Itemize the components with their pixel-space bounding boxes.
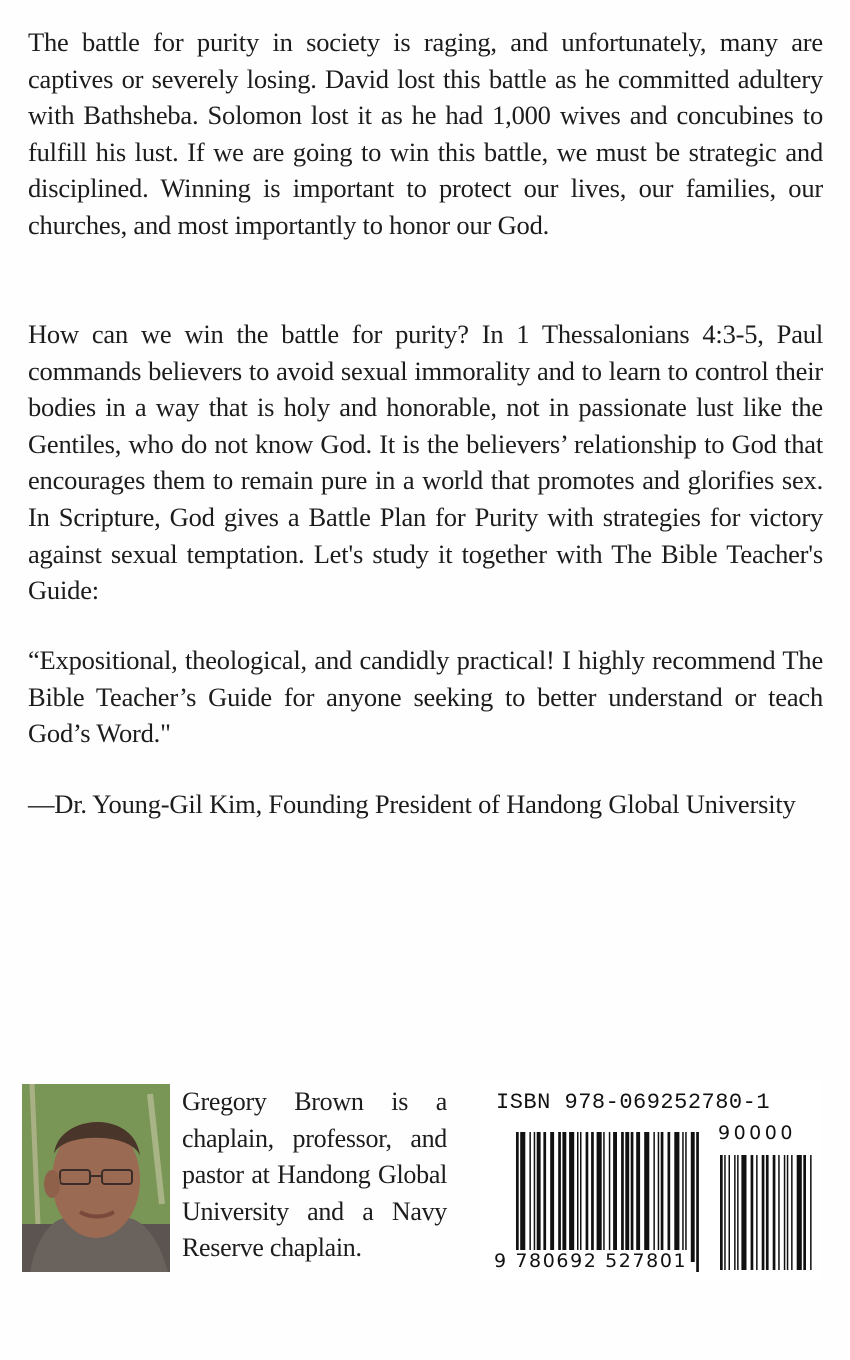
barcode-bar (562, 1132, 566, 1262)
author-portrait-illustration (22, 1084, 170, 1272)
barcode-bar (577, 1132, 579, 1262)
barcode-bar (737, 1155, 739, 1270)
isbn-label: ISBN 978-069252780-1 (496, 1090, 771, 1115)
barcode-bar (653, 1132, 655, 1262)
barcode-bar (756, 1155, 758, 1270)
description-paragraph-1: The battle for purity in society is raging, and unfortunately, many are captives or severely losing. David lost this battle as he committed adultery with Bathsheba. Solomon lost it as he had 1,000 wives and concubines to fulfill his lust. If we are going to win this battle, we must be strategic and disciplined. Winning is important to protect our lives, our families, our churches, and most importantly to honor our God. (28, 27, 823, 240)
endorsement-quote: “Expositional, theological, and candidly practical! I highly recommend The Bible Teacher’s Guide for anyone seeking to better understand or teach God’s Word." (28, 645, 823, 749)
barcode-bar (580, 1132, 582, 1262)
barcode-bar (569, 1132, 574, 1262)
barcode-bar (591, 1132, 594, 1262)
barcode-bar (741, 1155, 746, 1270)
barcode-bar (751, 1155, 754, 1270)
barcode-bar (784, 1155, 786, 1270)
barcode-bar (729, 1155, 731, 1270)
barcode-bar (586, 1132, 589, 1262)
barcode-bar (674, 1132, 679, 1262)
barcode-bar (636, 1132, 640, 1262)
barcode-bar (537, 1132, 541, 1262)
barcode-bar (613, 1132, 617, 1262)
barcode-bar (543, 1132, 546, 1262)
barcode-bar (766, 1155, 769, 1270)
barcode-bar (658, 1132, 660, 1262)
barcode-bar (762, 1155, 765, 1270)
barcode-bar (668, 1132, 671, 1262)
barcode-bar (621, 1132, 624, 1262)
description-paragraph-2: How can we win the battle for purity? In 1 Thessalonians 4:3-5, Paul commands believers to avoid sexual immorality and to learn to control their bodies in a way that is holy and honorable, not in passionate lust like the Gentiles, who do not know God. It is the believers’ relationship to God that encourages them to remain pure in a world that promotes and glorifies sex. In Scripture, God gives a Battle Plan for Purity with strategies for victory against sexual temptation. Let's study it together with The Bible Teacher's Guide: (28, 319, 823, 606)
barcode-bar (773, 1155, 776, 1270)
author-bio: Gregory Brown is a chaplain, professor, and pastor at Handong Global University and a Navy Reserve chaplain. (182, 1087, 447, 1262)
barcode-bar (682, 1132, 684, 1262)
barcode-bar (558, 1132, 561, 1262)
barcode-bar (550, 1132, 554, 1262)
ean-digits: 9 780692 527801 (494, 1250, 688, 1272)
barcode-bar (597, 1132, 602, 1262)
barcode-bar (529, 1132, 531, 1262)
barcode-bar (534, 1132, 536, 1262)
barcode-bar (724, 1155, 726, 1270)
isbn-barcode (480, 1080, 820, 1280)
barcode-bar (810, 1155, 812, 1270)
barcode-bar (685, 1132, 687, 1262)
barcode-bar (661, 1132, 664, 1262)
barcode-bar (720, 1155, 723, 1270)
barcode-bar (644, 1132, 649, 1262)
barcode-bar (791, 1155, 793, 1270)
barcode-bar (696, 1132, 699, 1272)
barcode-bar (734, 1155, 736, 1270)
price-code: 90000 (718, 1122, 796, 1144)
barcode-bar (778, 1155, 780, 1270)
barcode-bar (787, 1155, 789, 1270)
barcode-bar (803, 1155, 806, 1270)
endorsement-attribution: —Dr. Young-Gil Kim, Founding President of Handong Global University (28, 789, 796, 819)
barcode-bar (797, 1155, 802, 1270)
barcode-bar (625, 1132, 629, 1262)
author-photo (22, 1084, 170, 1272)
barcode-bar (603, 1132, 605, 1262)
barcode-bar (631, 1132, 634, 1262)
barcode-bar (691, 1132, 695, 1262)
